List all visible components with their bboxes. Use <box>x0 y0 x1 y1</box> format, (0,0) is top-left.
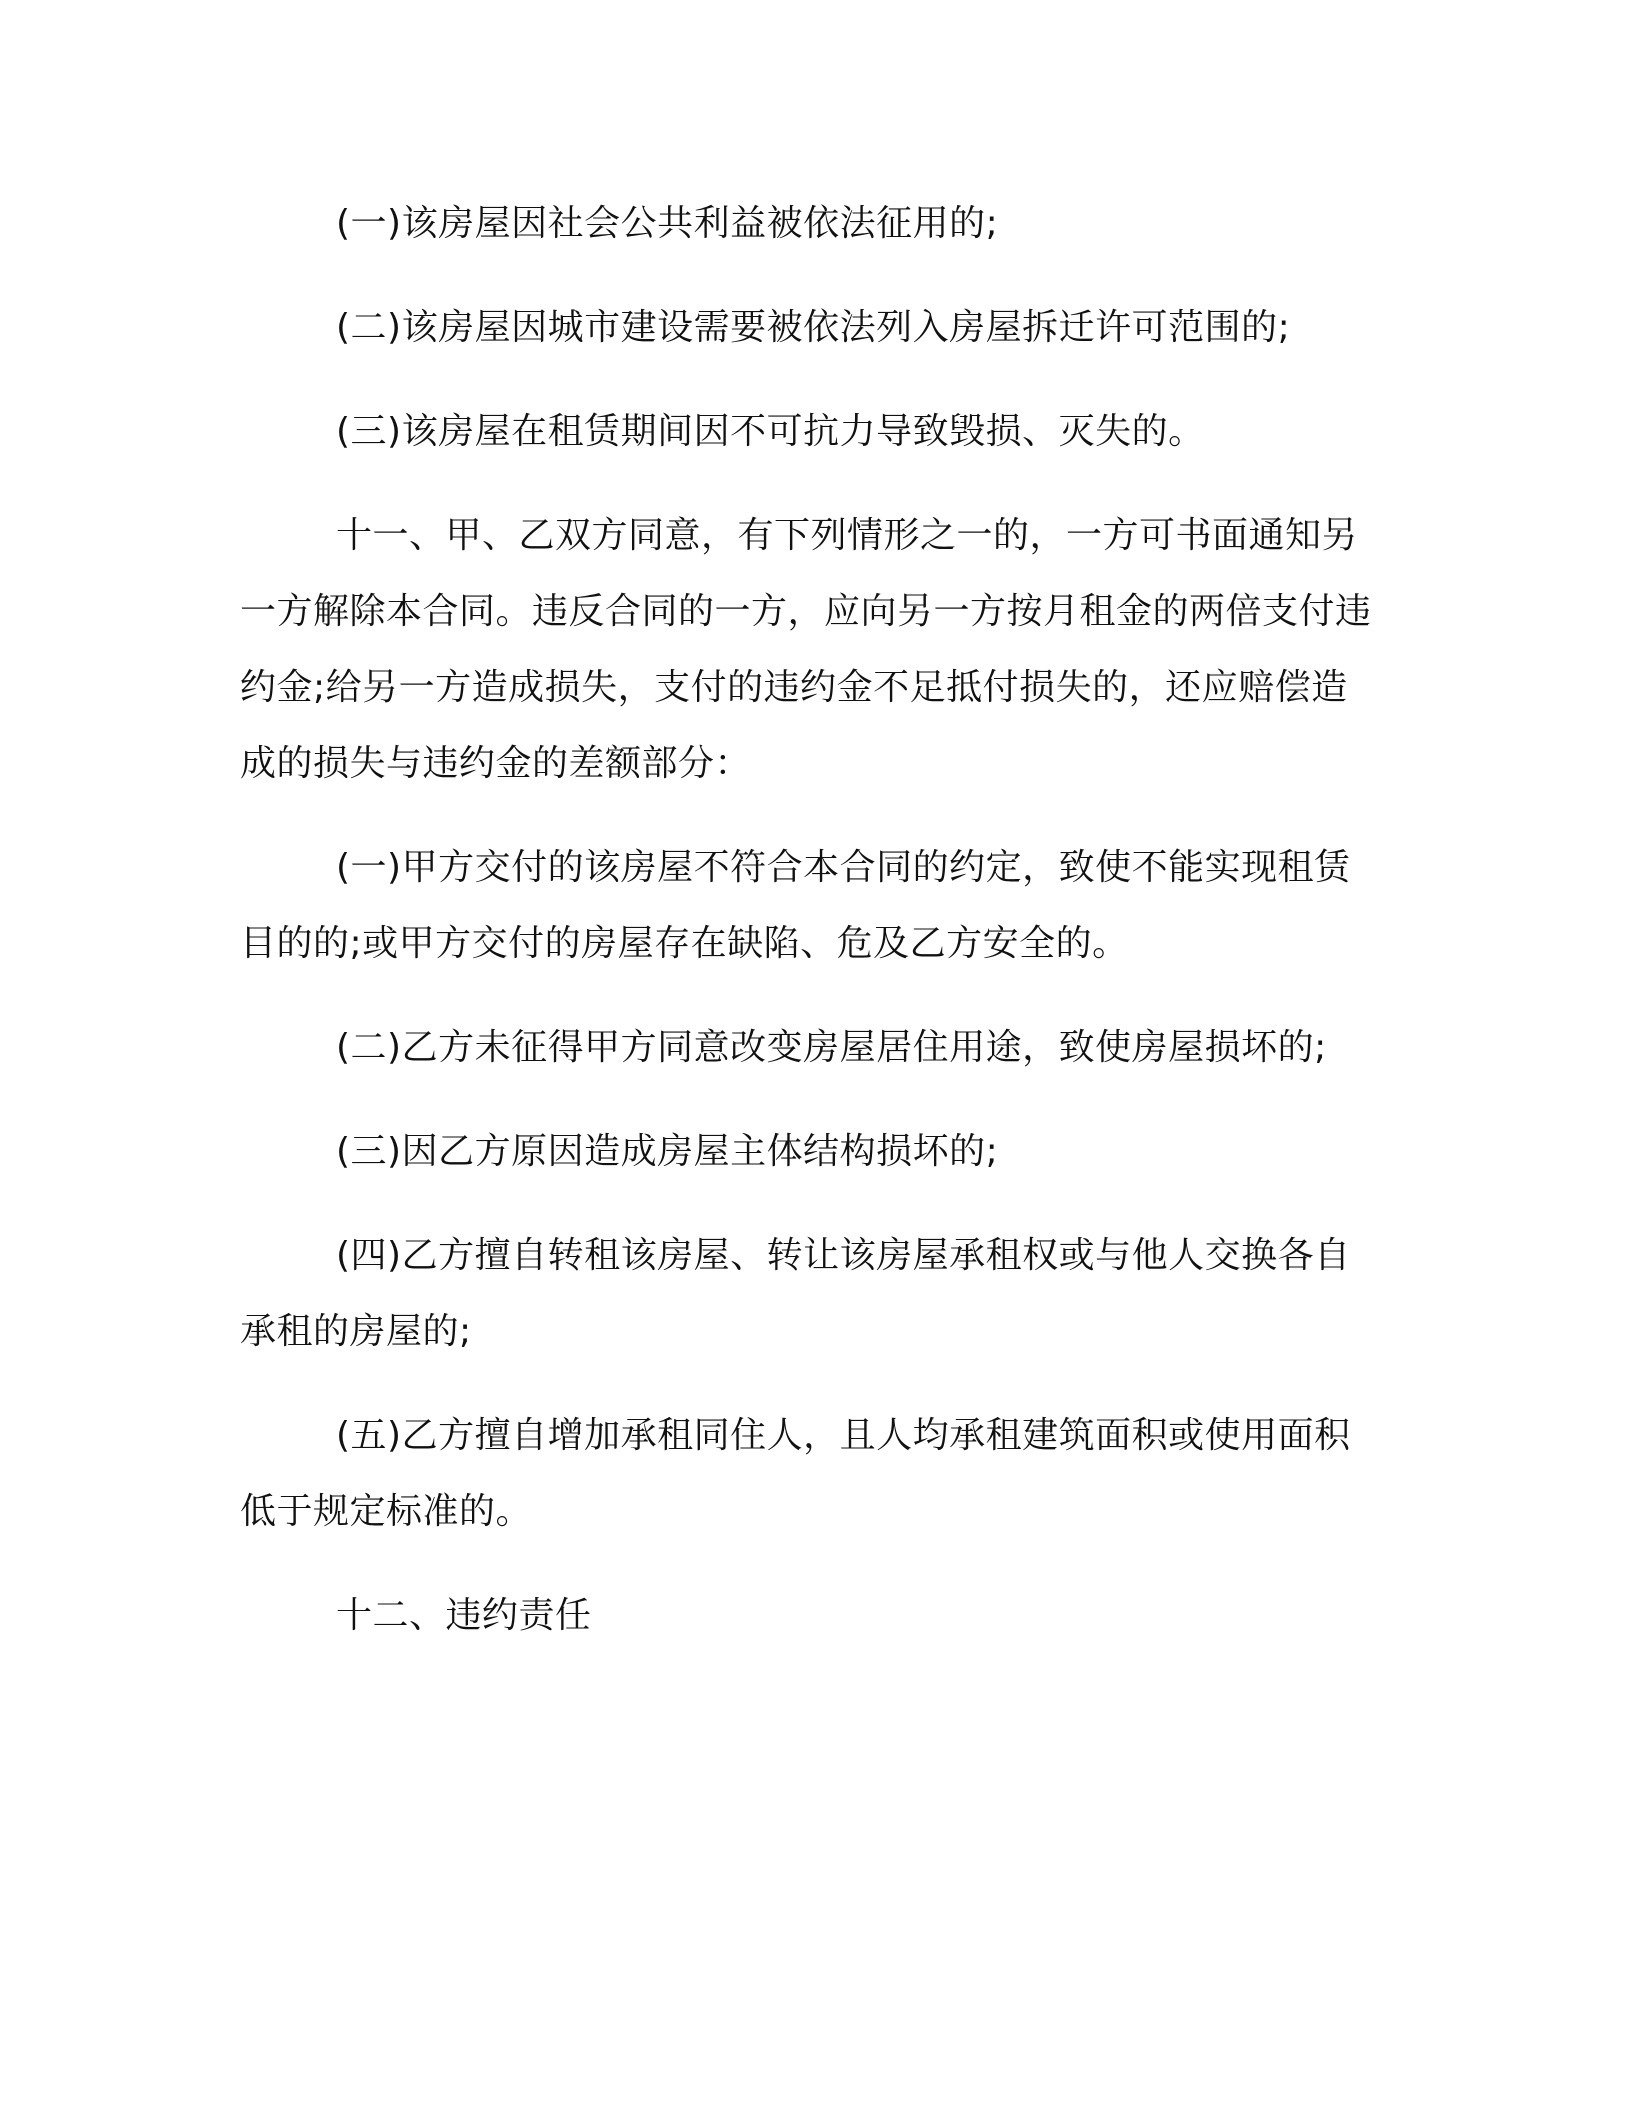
paragraph-9: (五)乙方擅自增加承租同住人，且人均承租建筑面积或使用面积低于规定标准的。 <box>240 1415 1351 1532</box>
paragraph-2: (二)该房屋因城市建设需要被依法列入房屋拆迁许可范围的; <box>336 307 1291 348</box>
paragraph-3: (三)该房屋在租赁期间因不可抗力导致毁损、灭失的。 <box>336 411 1205 452</box>
paragraph-8: (四)乙方擅自转租该房屋、转让该房屋承租权或与他人交换各自承租的房屋的; <box>240 1235 1351 1352</box>
paragraph-5: (一)甲方交付的该房屋不符合本合同的约定，致使不能实现租赁目的的;或甲方交付的房屋存在缺陷、危及乙方安全的。 <box>240 847 1351 964</box>
paragraph-6: (二)乙方未征得甲方同意改变房屋居住用途，致使房屋损坏的; <box>336 1027 1327 1068</box>
paragraph-1: (一)该房屋因社会公共利益被依法征用的; <box>336 203 999 244</box>
document-body <box>240 186 1380 1682</box>
section-heading-12: 十二、违约责任 <box>336 1595 592 1636</box>
paragraph-7: (三)因乙方原因造成房屋主体结构损坏的; <box>336 1131 999 1172</box>
paragraph-4: 十一、甲、乙双方同意，有下列情形之一的，一方可书面通知另一方解除本合同。违反合同的一方，应向另一方按月租金的两倍支付违约金;给另一方造成损失，支付的违约金不足抵付损失的，还应赔偿造成的损失与违约金的差额部分： <box>240 515 1372 784</box>
